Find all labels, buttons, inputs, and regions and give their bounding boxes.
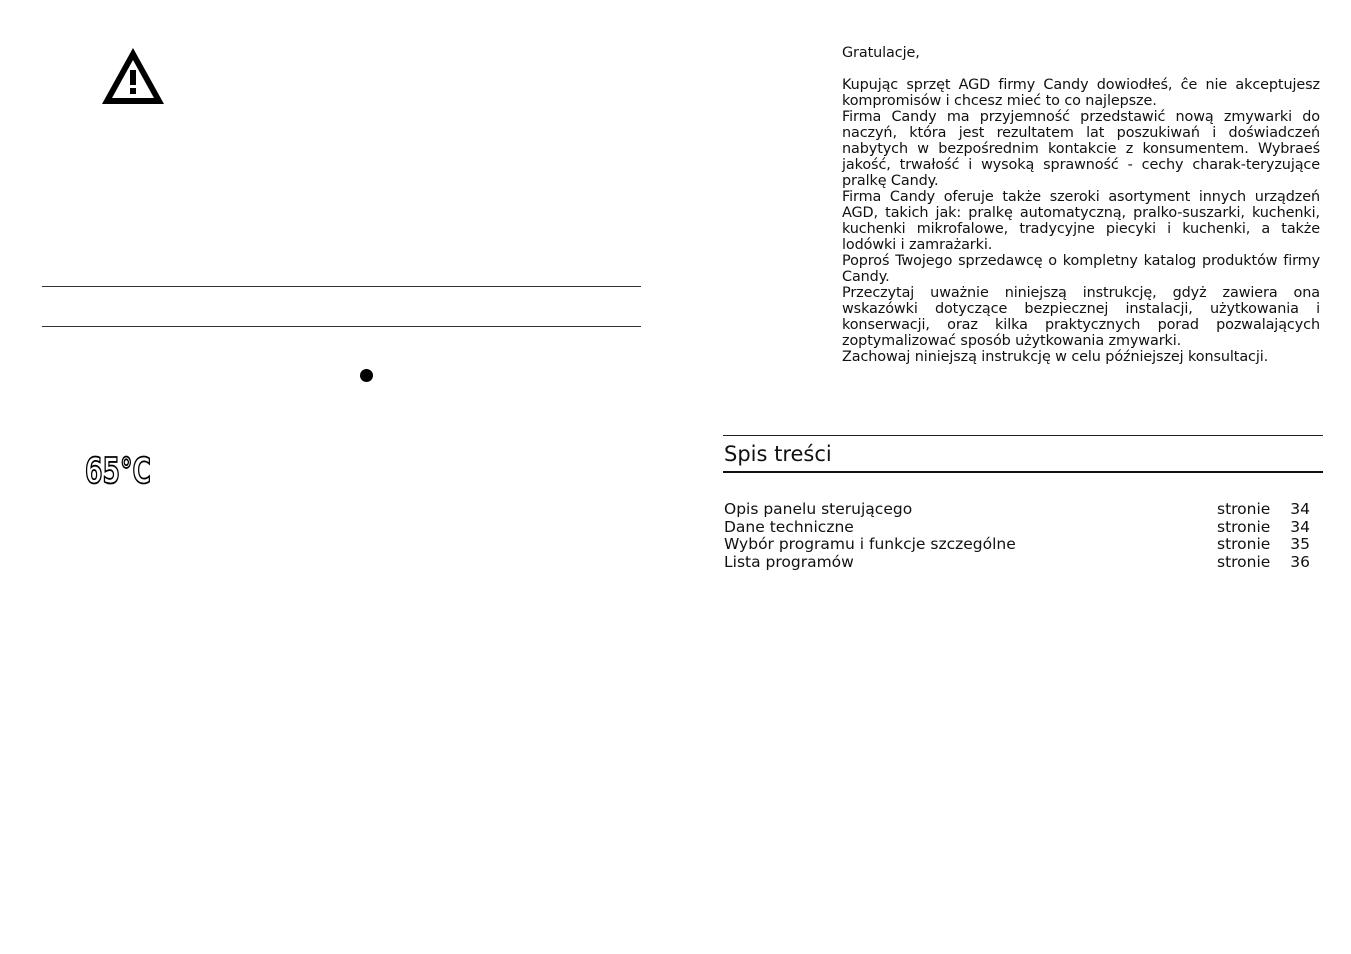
intro-paragraph: Kupując sprzęt AGD firmy Candy dowiodłeś, ĉe nie akceptujesz kompromisów i chcesz mieć to co najlepsze. <box>842 77 1320 109</box>
svg-text:65°C: 65°C <box>85 451 151 492</box>
bullet-icon <box>360 369 373 382</box>
toc-entry <box>724 554 1310 572</box>
intro-text <box>842 45 1320 365</box>
divider-top <box>42 286 641 287</box>
intro-paragraph: Firma Candy oferuje także szeroki asortyment innych urządzeń AGD, takich jak: pralkę automatyczną, pralko-suszarki, kuchenki, kuchenki mikrofalowe, tradycyjne piecyki i kuchenki, a także lodówki i zamrażarki. <box>842 189 1320 253</box>
divider-bottom <box>42 326 641 327</box>
toc-entry-page-word: stronie <box>1217 535 1271 553</box>
table-of-contents <box>724 501 1310 571</box>
intro-paragraph: Przeczytaj uważnie niniejszą instrukcję, gdyż zawiera ona wskazówki dotyczące bezpiecznej instalacji, użytkowania i konserwacji, oraz kilka praktycznych porad pozwalających zoptymalizować sposób użytkowania zmywarki. <box>842 285 1320 349</box>
toc-title: Spis treści <box>724 442 832 466</box>
intro-paragraph: Poproś Twojego sprzedawcę o kompletny katalog produktów firmy Candy. <box>842 253 1320 285</box>
toc-entry-label: Wybór programu i funkcje szczególne <box>724 535 1016 553</box>
intro-paragraph: Zachowaj niniejszą instrukcję w celu późniejszej konsultacji. <box>842 349 1269 365</box>
toc-entry-page-number: 34 <box>1290 517 1310 536</box>
toc-entry-label: Opis panelu sterującego <box>724 500 913 518</box>
intro-paragraph: Firma Candy ma przyjemność przedstawić nową zmywarki do naczyń, która jest rezultatem lat poszukiwań i doświadczeń nabytych w bezpośrednim kontakcie z konsumentem. Wybraeś jakość, trwałość i wysoką sprawność - cechy charak-teryzujące pralkę Candy. <box>842 109 1320 189</box>
toc-entry-page-word: stronie <box>1217 552 1271 571</box>
toc-entry <box>724 501 1310 519</box>
toc-entry-page-number: 35 <box>1290 535 1310 553</box>
toc-entry-page-number: 34 <box>1290 500 1310 518</box>
toc-entry-page-word: stronie <box>1217 500 1271 518</box>
toc-entry <box>724 536 1310 554</box>
toc-rule-top <box>723 435 1323 436</box>
temperature-65c-icon <box>84 449 154 492</box>
toc-entry-page-number: 36 <box>1290 552 1310 571</box>
toc-entry-page-word: stronie <box>1217 517 1271 536</box>
toc-entry-label: Dane techniczne <box>724 517 854 536</box>
toc-rule-bottom <box>723 471 1323 473</box>
toc-entry-label: Lista programów <box>724 552 854 571</box>
toc-entry <box>724 519 1310 537</box>
greeting: Gratulacje, <box>842 45 920 61</box>
warning-triangle-icon <box>100 46 166 106</box>
